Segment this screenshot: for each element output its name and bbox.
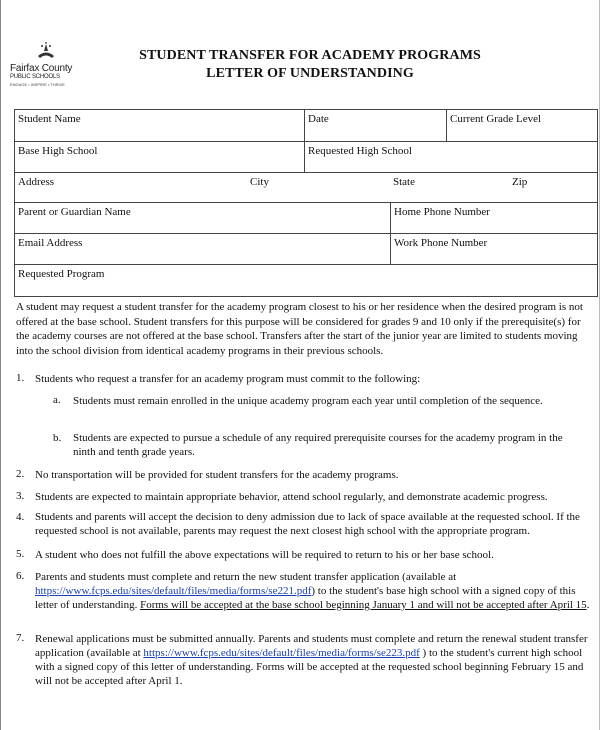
parent-name-field[interactable] (15, 203, 390, 233)
page-edge-left (0, 0, 1, 730)
item-1b-text: Students are expected to pursue a schedule of any required prerequisite courses for the academy program in the ninth and tenth grade years. (73, 432, 563, 458)
logo-name-line2: PUBLIC SCHOOLS (10, 74, 60, 80)
form-row-4 (15, 203, 597, 234)
item-7-text-b: ) to the student's current high school with a signed copy of this letter of understanding. Forms will be accepted at the requested school beginning February 15 and will not be accepted after April 1. (35, 647, 584, 687)
se221-form-link[interactable]: https://www.fcps.edu/sites/default/files/media/forms/se221.pdf (35, 585, 312, 597)
student-name-label: Student Name (18, 113, 81, 125)
form-row-3 (15, 173, 597, 203)
current-grade-label: Current Grade Level (450, 113, 542, 125)
parent-name-label: Parent or Guardian Name (18, 206, 131, 218)
form-row-5 (15, 234, 597, 265)
date-label: Date (308, 113, 329, 125)
logo-name (10, 64, 72, 81)
item-6-deadline: Forms will be accepted at the base school beginning January 1 and will not be accepted after April 15 (140, 599, 587, 611)
logo-tagline: ENGAGE • INSPIRE • THRIVE (10, 82, 65, 87)
se223-form-link[interactable]: https://www.fcps.edu/sites/default/files/media/forms/se223.pdf (143, 647, 420, 659)
item-number: 6. (16, 570, 25, 582)
state-label: State (393, 176, 415, 188)
city-label: City (250, 176, 269, 188)
item-letter: b. (53, 432, 62, 444)
home-phone-label: Home Phone Number (394, 206, 490, 218)
student-info-form (14, 109, 598, 297)
item-number: 2. (16, 468, 25, 480)
item-number: 1. (16, 372, 25, 384)
item-6-text (35, 570, 595, 612)
current-grade-field[interactable] (446, 110, 599, 141)
item-number: 3. (16, 490, 25, 502)
work-phone-field[interactable] (390, 234, 599, 264)
form-row-6 (15, 265, 597, 296)
base-high-school-label: Base High School (18, 145, 98, 157)
address-label: Address (18, 176, 55, 188)
item-3-text: Students are expected to maintain appropriate behavior, attend school regularly, and demonstrate academic progress. (35, 491, 548, 503)
item-5-text: A student who does not fulfill the above expectations will be required to return to his or her base school. (35, 549, 494, 561)
item-4-text: Students and parents will accept the decision to deny admission due to lack of space available at the requested school. If the requested school is not available, parents may request the next closest high school with the appropriate program. (35, 511, 580, 537)
base-high-school-field[interactable] (15, 142, 304, 172)
form-row-2 (15, 142, 597, 173)
item-6-text-c: . (586, 599, 590, 611)
date-field[interactable] (304, 110, 446, 141)
requested-high-school-label: Requested High School (308, 145, 412, 157)
item-6-text-a: Parents and students must complete and return the new student transfer application (available at (35, 571, 457, 583)
item-2-text: No transportation will be provided for student transfers for the academy programs. (35, 469, 399, 481)
document-title-line1: STUDENT TRANSFER FOR ACADEMY PROGRAMS (139, 48, 481, 63)
requested-high-school-field[interactable] (304, 142, 599, 172)
item-7-text (35, 632, 591, 688)
item-number: 4. (16, 511, 25, 523)
item-1-text: Students who request a transfer for an academy program must commit to the following: (35, 373, 421, 385)
home-phone-field[interactable] (390, 203, 599, 233)
item-7-text-a: Renewal applications must be submitted annually. Parents and students must complete and return the renewal student transfer application (available at (35, 633, 588, 659)
item-number: 7. (16, 632, 25, 644)
email-field[interactable] (15, 234, 390, 264)
logo-name-line1: Fairfax County (10, 63, 73, 74)
requested-program-label: Requested Program (18, 268, 105, 280)
item-number: 5. (16, 548, 25, 560)
item-letter: a. (53, 394, 61, 406)
work-phone-label: Work Phone Number (394, 237, 488, 249)
item-1a-text: Students must remain enrolled in the unique academy program each year until completion of the sequence. (73, 395, 543, 407)
student-name-field[interactable] (15, 110, 304, 141)
document-title-line2: LETTER OF UNDERSTANDING (206, 66, 414, 81)
address-field[interactable] (15, 173, 599, 202)
fcps-logo (10, 42, 90, 92)
form-row-1 (15, 110, 597, 142)
zip-label: Zip (512, 176, 528, 188)
intro-paragraph: A student may request a student transfer for the academy program closest to his or her residence when the desired program is not offered at the base school. Student transfers for this purpose will be considered for grades 9 and 10 only if the prerequisite(s) for the academy courses are not offered at the base school. Transfers after the start of the junior year are limited to students moving into the school division from identical academy programs in their previous schools. (16, 301, 583, 357)
email-label: Email Address (18, 237, 83, 249)
lamp-icon (34, 42, 58, 64)
item-6-text-b: ) to the student's base high school with a signed copy of this letter of understanding. (35, 585, 576, 611)
requested-program-field[interactable] (15, 265, 599, 296)
